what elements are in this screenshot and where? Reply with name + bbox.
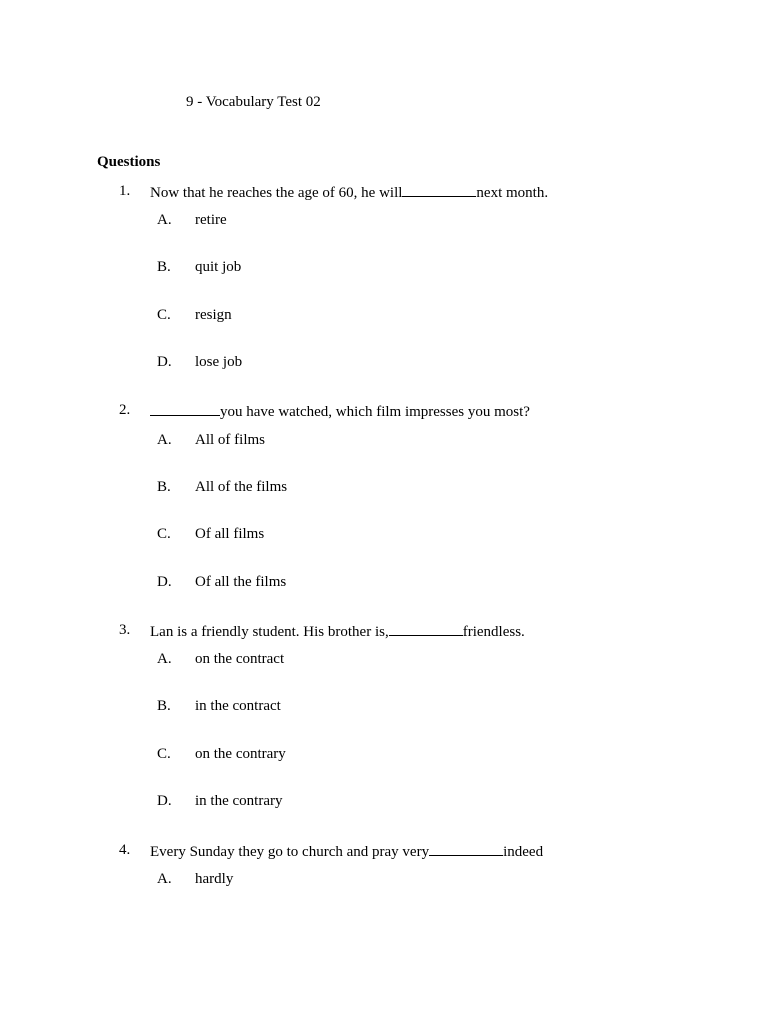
question-3-text — [150, 621, 525, 641]
question-4-number: 4. — [119, 842, 131, 858]
option-letter: B. — [157, 259, 171, 275]
option-text: retire — [195, 212, 227, 228]
question-1-text — [150, 182, 548, 202]
option-text: on the contract — [195, 651, 285, 667]
question-1-text-after: next month. — [476, 185, 549, 201]
question-2-number: 2. — [119, 402, 131, 418]
question-1-text-before: Now that he reaches the age of 60, he will — [150, 185, 403, 201]
option-letter: A. — [157, 212, 172, 228]
answer-blank — [150, 401, 220, 416]
option-letter: C. — [157, 746, 171, 762]
question-4-text — [150, 841, 543, 861]
answer-blank — [429, 841, 503, 856]
question-1-number: 1. — [119, 183, 131, 199]
answer-blank — [389, 621, 463, 636]
option-letter: A. — [157, 432, 172, 448]
question-3-text-after: friendless. — [462, 624, 525, 640]
section-heading: Questions — [97, 154, 161, 170]
question-2-text — [150, 401, 530, 421]
option-text: on the contrary — [195, 746, 286, 762]
option-letter: A. — [157, 871, 172, 887]
option-letter: B. — [157, 698, 171, 714]
option-letter: D. — [157, 574, 172, 590]
option-text: lose job — [195, 354, 243, 370]
question-3-number: 3. — [119, 622, 131, 638]
option-letter: D. — [157, 354, 172, 370]
option-text: resign — [195, 307, 232, 323]
option-text: in the contract — [195, 698, 281, 714]
option-text: All of films — [195, 432, 265, 448]
option-letter: C. — [157, 307, 171, 323]
question-4-text-before: Every Sunday they go to church and pray very — [150, 844, 430, 860]
option-text: All of the films — [195, 479, 288, 495]
option-text: Of all films — [195, 526, 265, 542]
option-text: in the contrary — [195, 793, 283, 809]
answer-blank — [402, 182, 476, 197]
option-letter: D. — [157, 793, 172, 809]
option-letter: B. — [157, 479, 171, 495]
option-text: quit job — [195, 259, 242, 275]
question-2-text-after: you have watched, which film impresses you most? — [220, 404, 530, 420]
option-text: hardly — [195, 871, 234, 887]
option-letter: C. — [157, 526, 171, 542]
option-text: Of all the films — [195, 574, 287, 590]
page-title: 9 - Vocabulary Test 02 — [186, 94, 321, 110]
option-letter: A. — [157, 651, 172, 667]
question-4-text-after: indeed — [503, 844, 544, 860]
question-3-text-before: Lan is a friendly student. His brother is, — [150, 624, 389, 640]
